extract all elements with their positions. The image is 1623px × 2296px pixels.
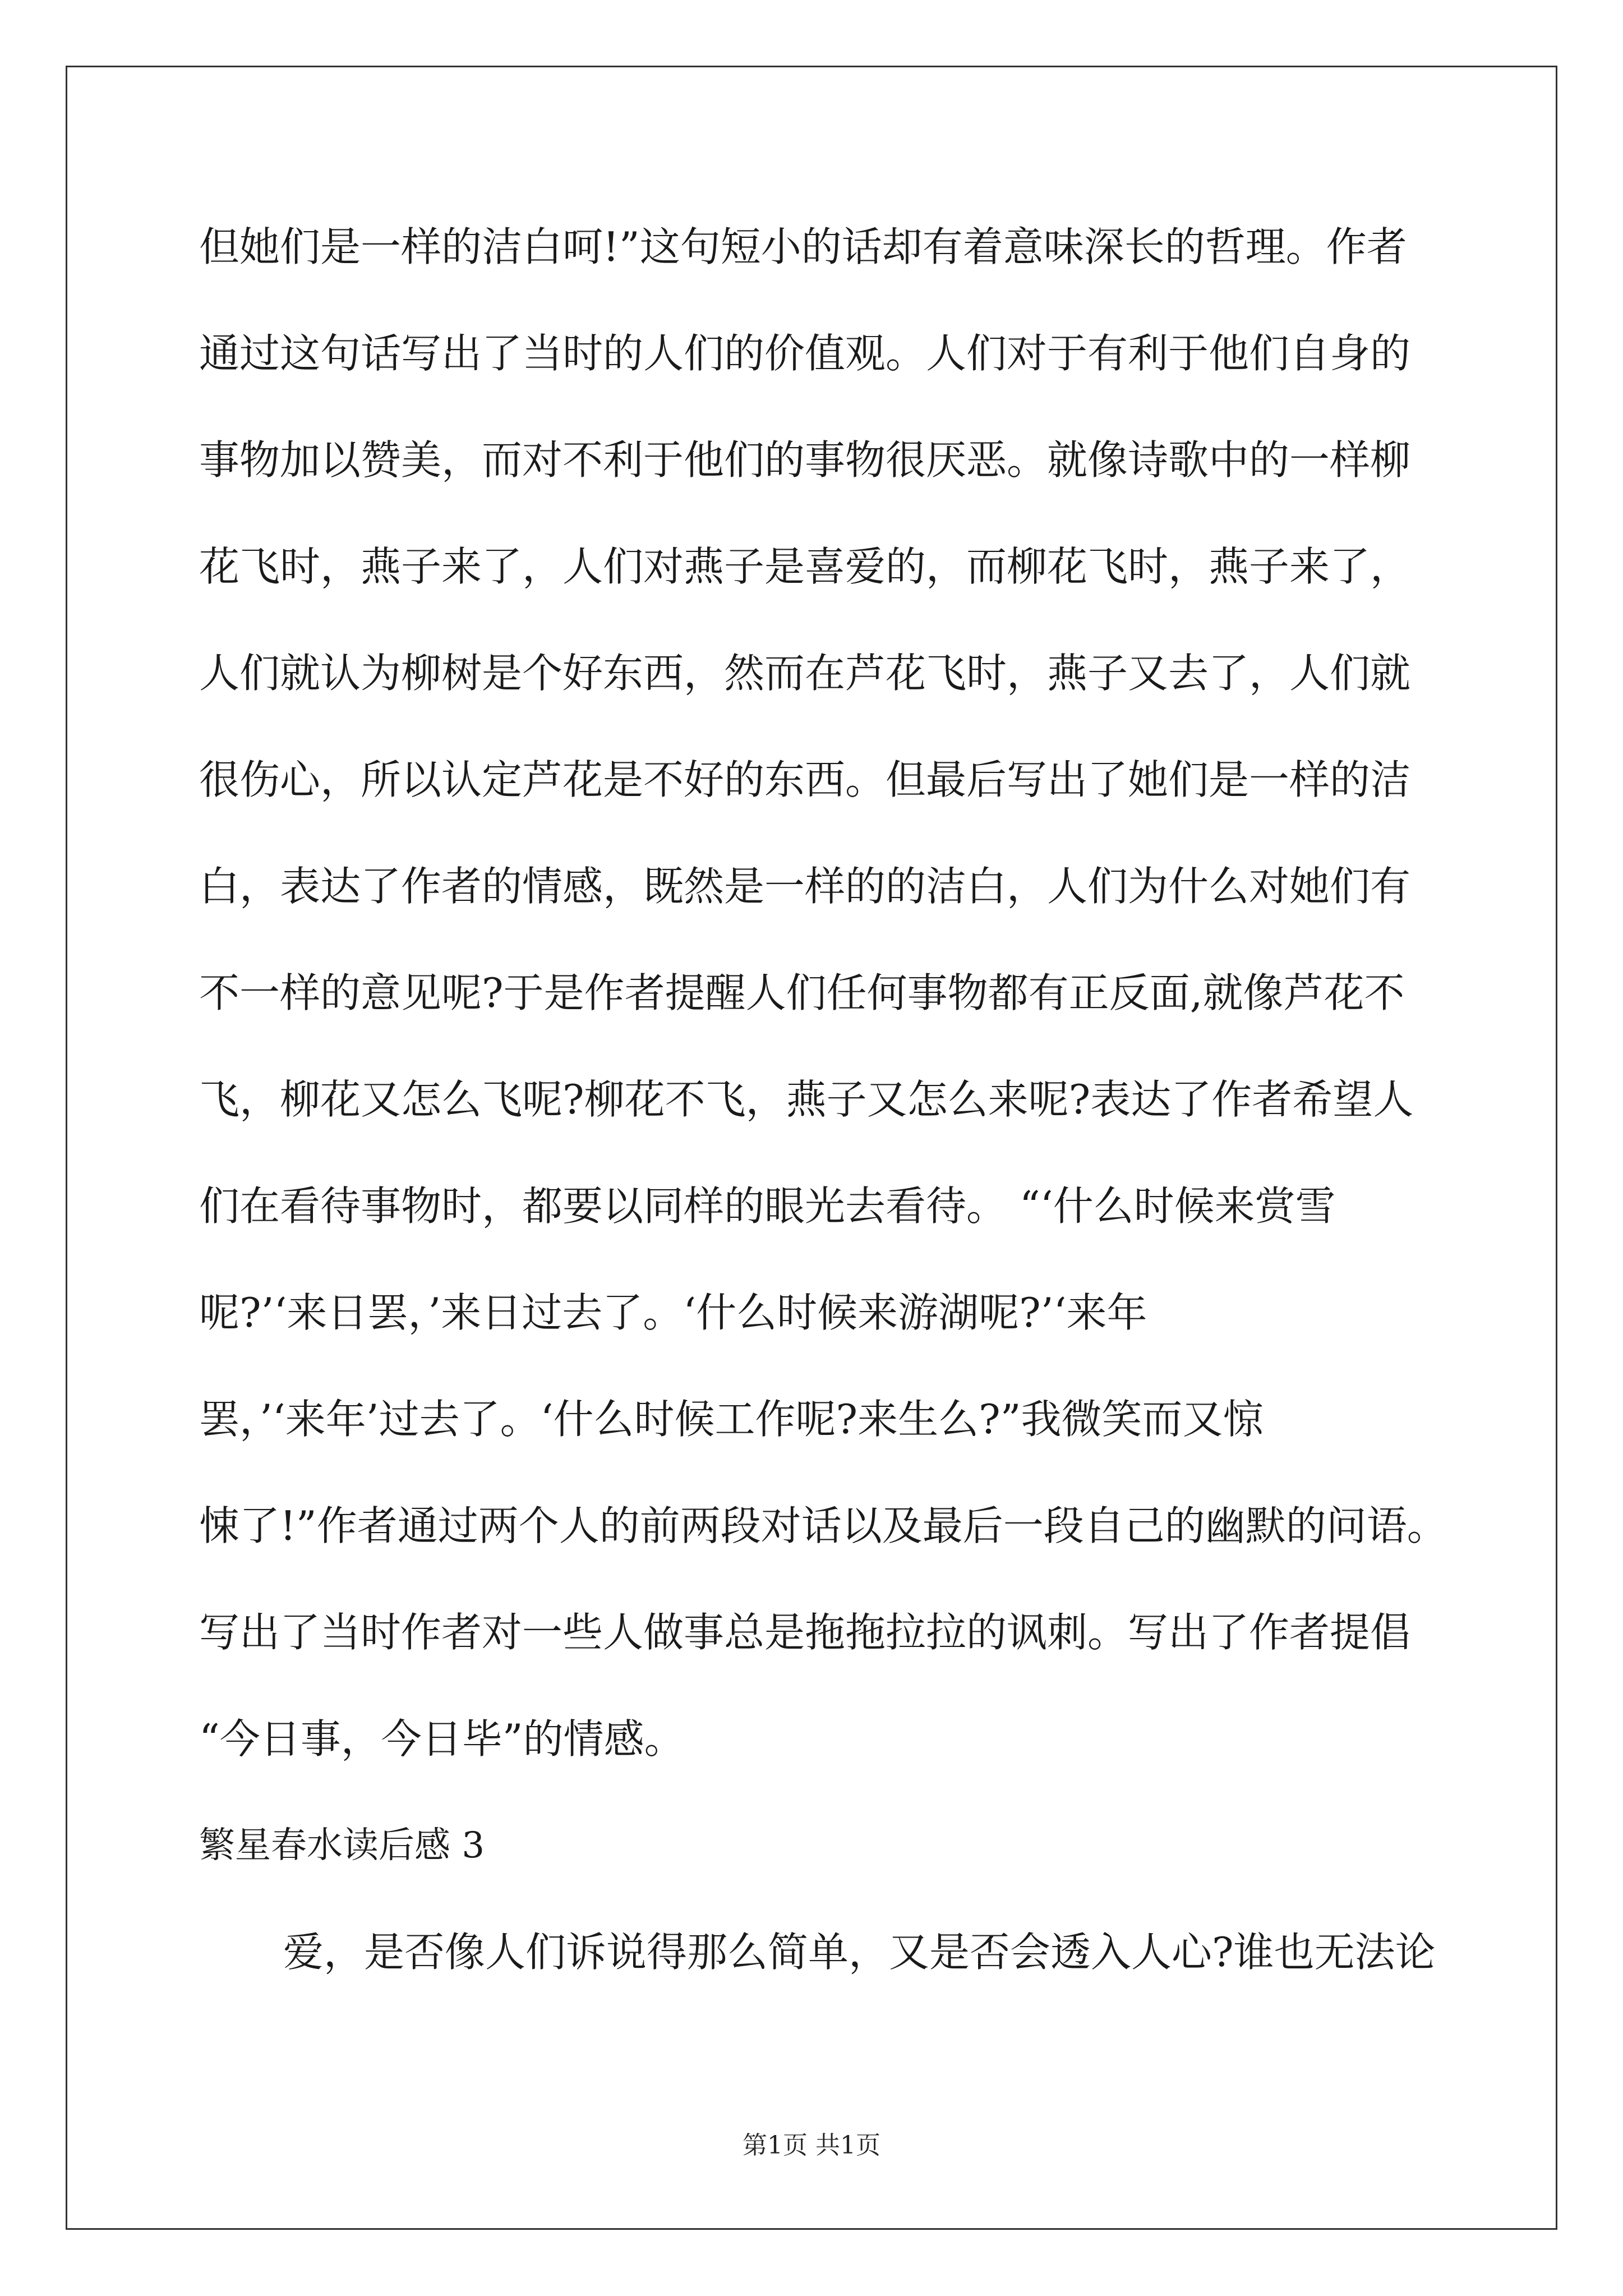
text-line: 飞，柳花又怎么飞呢?柳花不飞，燕子又怎么来呢?表达了作者希望人 — [199, 1076, 1414, 1123]
text-line: 们在看待事物时，都要以同样的眼光去看待。 “‘什么时候来赏雪 — [199, 1182, 1336, 1230]
text-line: 很伤心，所以认定芦花是不好的东西。但最后写出了她们是一样的洁 — [199, 756, 1411, 803]
text-line: 事物加以赞美，而对不利于他们的事物很厌恶。就像诗歌中的一样柳 — [199, 436, 1411, 484]
text-line: 花飞时，燕子来了，人们对燕子是喜爱的，而柳花飞时，燕子来了， — [199, 543, 1411, 590]
page-footer: 第1页 共1页 — [743, 2131, 880, 2160]
section-heading: 繁星春水读后感 3 — [199, 1825, 485, 1866]
text-line: 不一样的意见呢?于是作者提醒人们任何事物都有正反面,就像芦花不 — [199, 969, 1405, 1016]
text-line: 人们就认为柳树是个好东西，然而在芦花飞时，燕子又去了，人们就 — [199, 650, 1411, 697]
page-border — [66, 66, 1557, 2230]
text-line: 写出了当时作者对一些人做事总是拖拖拉拉的讽刺。写出了作者提倡 — [199, 1609, 1411, 1656]
text-line: 呢?’‘来日罢，’来日过去了。‘什么时候来游湖呢?’‘来年 — [199, 1289, 1147, 1336]
text-line: 罢，’‘来年’过去了。‘什么时候工作呢?来生么?”我微笑而又惊 — [199, 1396, 1264, 1443]
text-line: 但她们是一样的洁白呵!”这句短小的话却有着意味深长的哲理。作者 — [199, 223, 1407, 270]
text-line: 白，表达了作者的情感，既然是一样的的洁白，人们为什么对她们有 — [199, 863, 1411, 910]
text-line: “今日事，今日毕”的情感。 — [199, 1715, 685, 1763]
paragraph-first-line: 爱，是否像人们诉说得那么简单，又是否会透入人心?谁也无法论 — [283, 1929, 1436, 1976]
text-line: 通过这句话写出了当时的人们的价值观。人们对于有利于他们自身的 — [199, 330, 1411, 377]
text-line: 悚了!”作者通过两个人的前两段对话以及最后一段自己的幽默的问语。 — [199, 1502, 1447, 1549]
